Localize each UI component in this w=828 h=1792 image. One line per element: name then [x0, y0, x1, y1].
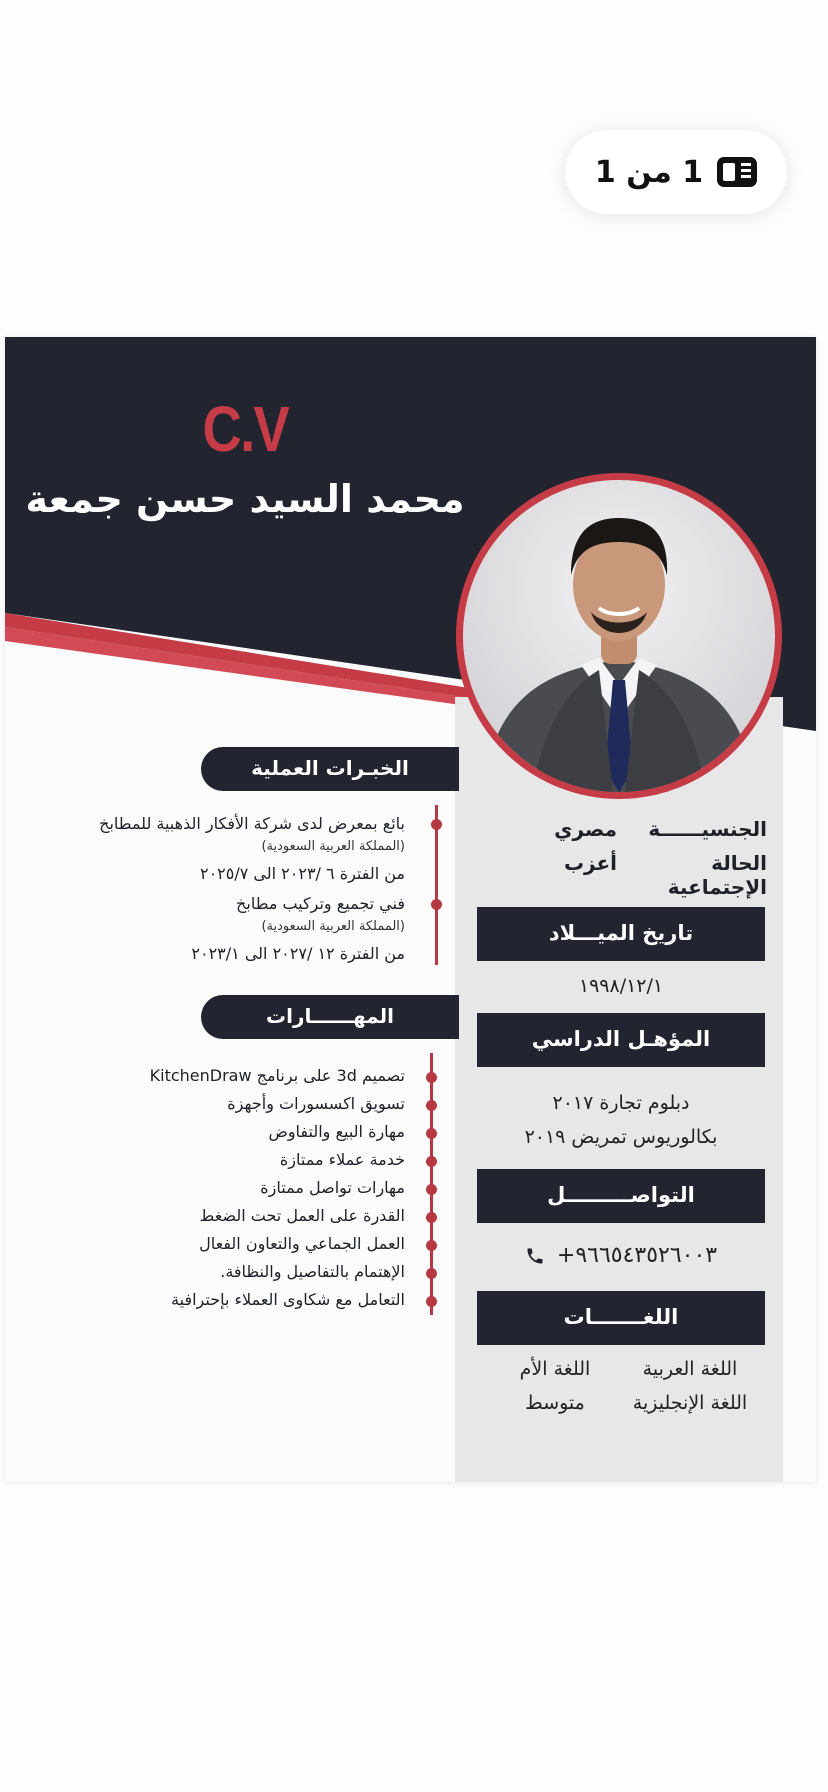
experience-location: (المملكة العربية السعودية)	[261, 919, 405, 934]
marital-row	[507, 851, 767, 899]
languages-heading: اللغـــــــات	[477, 1291, 765, 1345]
experience-location: (المملكة العربية السعودية)	[261, 839, 405, 854]
cv-document	[5, 337, 816, 1482]
education-item: دبلوم تجارة ٢٠١٧	[552, 1092, 690, 1114]
language-row	[477, 1386, 765, 1420]
skill-item: تسويق اكسسورات وأجهزة	[227, 1094, 405, 1113]
phone-icon	[525, 1246, 545, 1266]
experience-title: بائع بمعرض لدى شركة الأفكار الذهبية للمطابخ	[99, 814, 405, 833]
cv-title: C.V	[202, 393, 289, 465]
birth-date: ١٩٩٨/١٢/١	[578, 975, 664, 997]
languages-list	[477, 1352, 765, 1420]
timeline-dot	[431, 899, 442, 910]
language-level: متوسط	[525, 1392, 585, 1414]
nationality-row	[507, 817, 767, 841]
skill-item: القدرة على العمل تحت الضغط	[199, 1206, 405, 1225]
timeline-dot	[426, 1156, 437, 1167]
marital-value: أعزب	[563, 851, 617, 875]
education-item: بكالوريوس تمريض ٢٠١٩	[524, 1126, 718, 1148]
timeline-dot	[426, 1296, 437, 1307]
skill-item: التعامل مع شكاوى العملاء بإحترافية	[171, 1290, 405, 1309]
skills-heading: المهــــــارات	[201, 995, 459, 1039]
timeline-dot	[431, 819, 442, 830]
skill-item: تصميم 3d على برنامج KitchenDraw	[149, 1066, 405, 1085]
language-name: اللغة العربية	[642, 1358, 738, 1380]
phone-number[interactable]: +٩٦٦٥٤٣٥٢٦٠٠٣	[556, 1243, 718, 1268]
timeline-dot	[426, 1268, 437, 1279]
page-view-icon	[717, 157, 757, 187]
phone-row	[477, 1243, 765, 1268]
experience-period: من الفترة ٦ /٢٠٢٣ الى ٢٠٢٥/٧	[199, 864, 405, 883]
timeline-dot	[426, 1128, 437, 1139]
education-heading: المؤهـل الدراسي	[477, 1013, 765, 1067]
profile-photo	[456, 473, 782, 799]
skill-item: مهارات تواصل ممتازة	[260, 1178, 405, 1197]
full-name: محمد السيد حسن جمعة	[25, 477, 465, 521]
skill-item: خدمة عملاء ممتازة	[279, 1150, 405, 1169]
contact-heading: التواصـــــــــل	[477, 1169, 765, 1223]
page-indicator[interactable]	[565, 130, 787, 214]
language-level: اللغة الأم	[519, 1358, 591, 1380]
skill-item: الإهتمام بالتفاصيل والنظافة.	[220, 1262, 405, 1281]
nationality-label: الجنسيــــــة	[648, 817, 767, 841]
timeline-dot	[426, 1100, 437, 1111]
nationality-value: مصري	[554, 817, 617, 841]
timeline-dot	[426, 1240, 437, 1251]
experience-period: من الفترة ١٢ /٢٠٢٧ الى ٢٠٢٣/١	[191, 944, 405, 963]
page-indicator-text: 1 من 1	[594, 154, 704, 190]
birth-heading: تاريخ الميـــلاد	[477, 907, 765, 961]
language-row	[477, 1352, 765, 1386]
language-name: اللغة الإنجليزية	[632, 1392, 748, 1414]
timeline-dot	[426, 1072, 437, 1083]
marital-label: الحالة الإجتماعية	[667, 851, 767, 899]
skill-item: مهارة البيع والتفاوض	[268, 1122, 405, 1141]
timeline-dot	[426, 1212, 437, 1223]
experience-title: فني تجميع وتركيب مطابخ	[236, 894, 405, 913]
timeline-dot	[426, 1184, 437, 1195]
skill-item: العمل الجماعي والتعاون الفعال	[199, 1234, 405, 1253]
experience-heading: الخبـرات العملية	[201, 747, 459, 791]
